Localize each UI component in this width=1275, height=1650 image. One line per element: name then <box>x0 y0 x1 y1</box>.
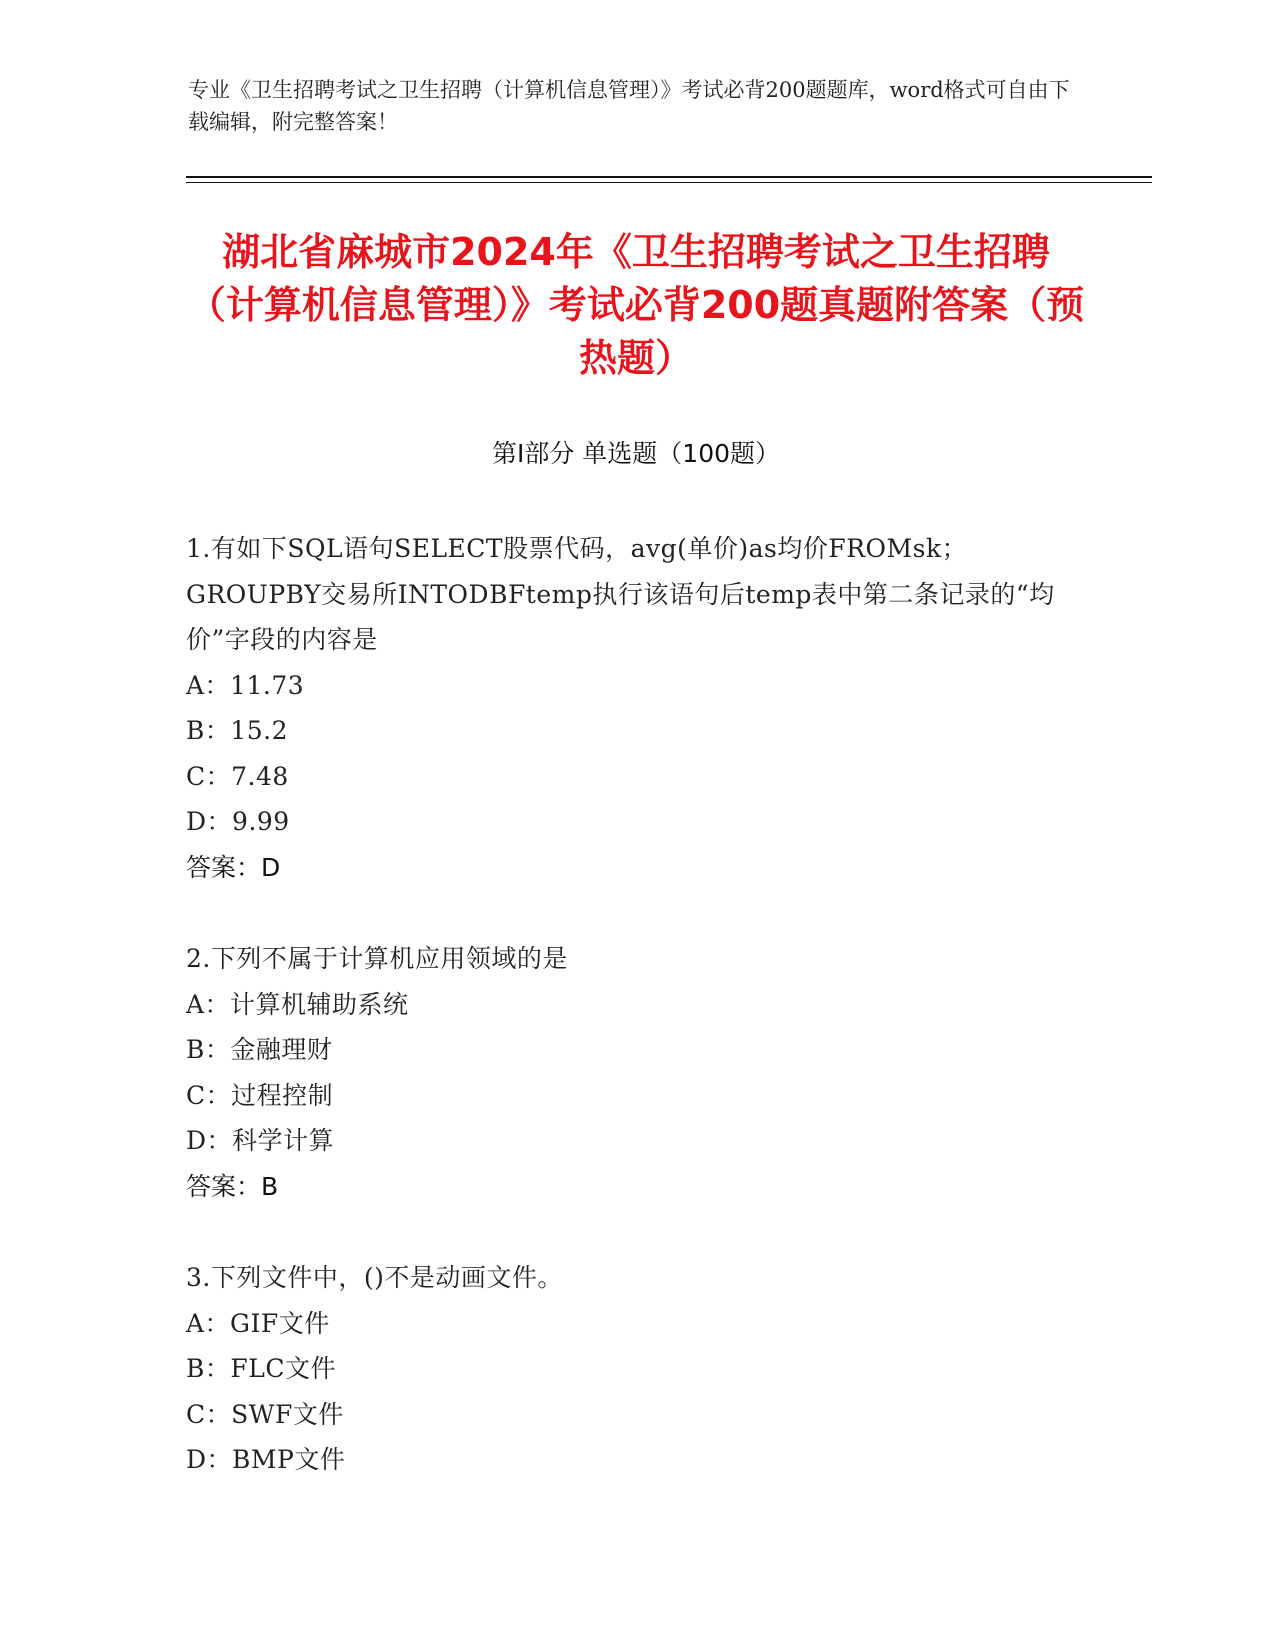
header-note: 专业《卫生招聘考试之卫生招聘（计算机信息管理）》考试必背200题题库，word格式可自由下载编辑，附完整答案！ <box>188 78 1070 134</box>
document-title: 湖北省麻城市2024年《卫生招聘考试之卫生招聘（计算机信息管理）》考试必背200题真题附答案（预热题） <box>187 230 1085 380</box>
option-c: C：过程控制 <box>186 1080 334 1110</box>
question-3 <box>186 1255 1086 1483</box>
option-c: C：SWF文件 <box>186 1399 344 1429</box>
question-stem: 3.下列文件中，()不是动画文件。 <box>186 1263 563 1292</box>
option-d: D：BMP文件 <box>186 1445 346 1474</box>
option-c: C：7.48 <box>186 761 289 791</box>
question-1 <box>186 526 1086 890</box>
option-b: B：15.2 <box>186 716 289 745</box>
option-a: A：计算机辅助系统 <box>186 989 409 1019</box>
option-b: B：FLC文件 <box>186 1354 336 1383</box>
question-list <box>186 526 1086 1529</box>
header-divider-bottom <box>186 182 1152 183</box>
option-d: D：科学计算 <box>186 1126 335 1155</box>
option-d: D：9.99 <box>186 807 290 836</box>
option-b: B：金融理财 <box>186 1035 333 1064</box>
option-a: A：GIF文件 <box>186 1308 330 1338</box>
answer-line: 答案：D <box>186 852 281 882</box>
section-heading: 第Ⅰ部分 单选题（100题） <box>491 439 781 468</box>
header-divider-top <box>186 176 1152 178</box>
question-stem: 2.下列不属于计算机应用领域的是 <box>186 944 568 973</box>
question-2 <box>186 936 1086 1209</box>
option-a: A：11.73 <box>186 670 305 700</box>
answer-line: 答案：B <box>186 1171 279 1201</box>
question-stem: 1.有如下SQL语句SELECT股票代码，avg(单价)as均价FROMsk；GROUPBY交易所INTODBFtemp执行该语句后temp表中第二条记录的“均价”字段的内容是 <box>186 534 1055 654</box>
